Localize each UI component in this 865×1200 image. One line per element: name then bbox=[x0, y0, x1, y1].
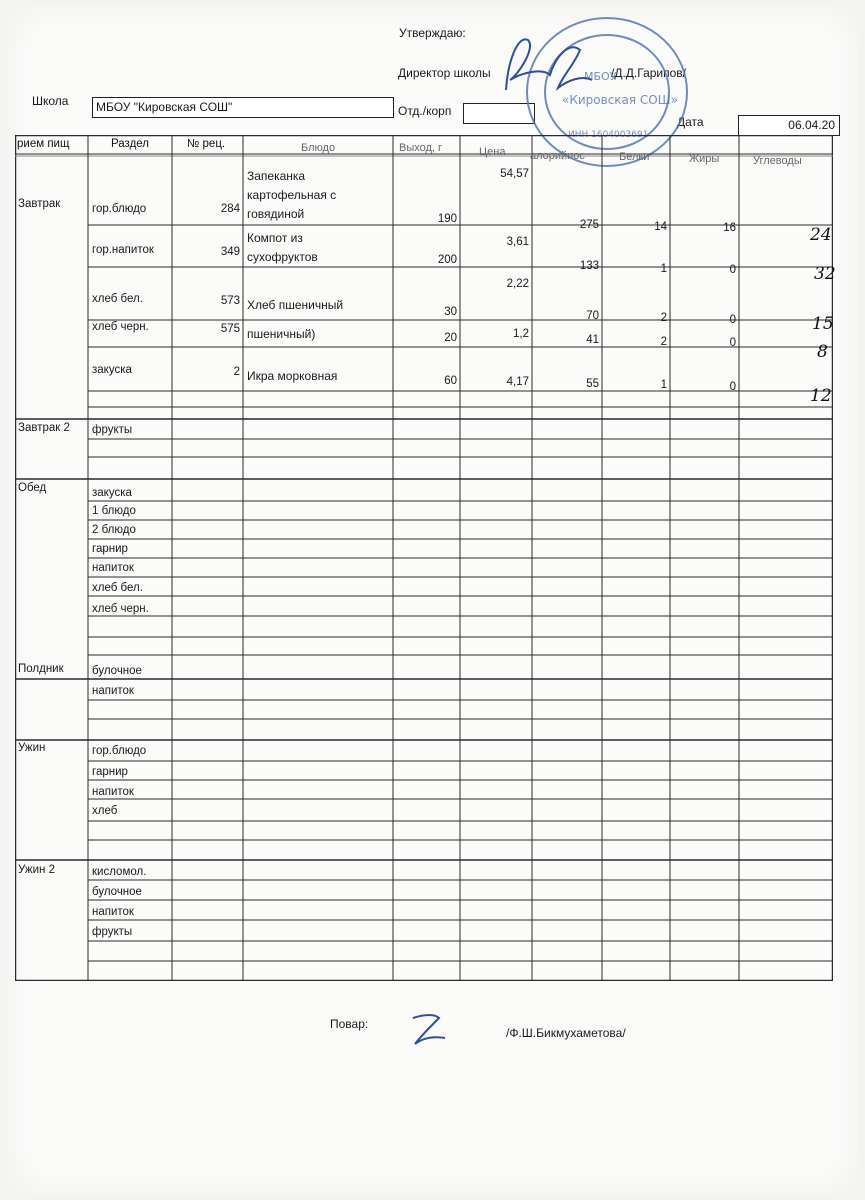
row-section: булочное bbox=[92, 665, 142, 677]
row-section: хлеб бел. bbox=[92, 582, 143, 594]
row-section: закуска bbox=[92, 364, 132, 376]
row-price: 1,2 bbox=[513, 328, 529, 340]
row-dish: Хлеб пшеничный bbox=[247, 298, 344, 312]
row-fat: 0 bbox=[729, 381, 736, 393]
row-section: фрукты bbox=[92, 926, 133, 938]
row-price: 4,17 bbox=[506, 376, 529, 388]
date-label: Дата bbox=[677, 115, 704, 129]
row-protein: 1 bbox=[660, 263, 667, 275]
director-signature bbox=[488, 20, 598, 110]
row-kcal: 275 bbox=[579, 219, 599, 231]
handwritten-carbs: 15 bbox=[812, 314, 834, 334]
row-dish: Компот из сухофруктов bbox=[247, 231, 318, 264]
row-protein: 2 bbox=[660, 312, 667, 324]
col-header-meal: рием пищ bbox=[17, 138, 70, 150]
row-section: гарнир bbox=[92, 543, 128, 555]
meal-dinner-2: Ужин 2 bbox=[18, 864, 55, 876]
row-yield: 190 bbox=[437, 213, 457, 225]
row-section: гарнир bbox=[92, 766, 128, 778]
handwritten-carbs: 12 bbox=[810, 386, 832, 406]
col-header-protein: Белки bbox=[619, 151, 650, 163]
row-dish: Запеканка картофельная с говядиной bbox=[247, 169, 337, 221]
row-yield: 30 bbox=[444, 306, 457, 318]
menu-table bbox=[15, 135, 833, 981]
row-section: гор.блюдо bbox=[92, 203, 147, 215]
director-label: Директор школы bbox=[398, 66, 491, 80]
row-recipe: 284 bbox=[220, 203, 240, 215]
row-price: 2,22 bbox=[506, 278, 529, 290]
row-fat: 16 bbox=[723, 222, 736, 234]
cook-label: Повар: bbox=[330, 1017, 369, 1031]
row-section: булочное bbox=[92, 886, 142, 898]
row-recipe: 573 bbox=[220, 295, 240, 307]
row-section: гор.напиток bbox=[92, 244, 154, 256]
col-header-price: Цена bbox=[479, 146, 506, 158]
row-kcal: 41 bbox=[586, 334, 599, 346]
row-protein: 14 bbox=[654, 221, 667, 233]
date-field[interactable] bbox=[738, 115, 840, 136]
row-section: кисломол. bbox=[92, 866, 147, 878]
row-section: напиток bbox=[92, 786, 134, 798]
row-section: закуска bbox=[92, 487, 132, 499]
row-section: 1 блюдо bbox=[92, 505, 136, 517]
col-header-carbs: Углеводы bbox=[753, 155, 802, 167]
row-dish: пшеничный) bbox=[247, 327, 316, 341]
row-section: напиток bbox=[92, 906, 134, 918]
handwritten-carbs: 24 bbox=[810, 225, 832, 245]
row-yield: 60 bbox=[444, 375, 457, 387]
col-header-section: Раздел bbox=[111, 138, 150, 150]
school-label: Школа bbox=[32, 94, 69, 108]
meal-snack: Полдник bbox=[18, 663, 64, 675]
row-fat: 0 bbox=[729, 337, 736, 349]
cook-signature bbox=[405, 1008, 455, 1048]
row-section: хлеб bbox=[92, 805, 118, 817]
row-protein: 2 bbox=[660, 336, 667, 348]
col-header-yield: Выход, г bbox=[399, 142, 443, 154]
col-header-recipe: № рец. bbox=[187, 138, 226, 150]
stamp-line1: МБОУ bbox=[584, 70, 617, 83]
row-kcal: 55 bbox=[586, 378, 599, 390]
handwritten-carbs: 8 bbox=[817, 342, 828, 362]
col-header-kcal: алорийнос bbox=[530, 150, 585, 162]
row-recipe: 2 bbox=[233, 366, 240, 378]
row-protein: 1 bbox=[660, 379, 667, 391]
meal-lunch: Обед bbox=[18, 482, 47, 494]
date-value: 06.04.20 bbox=[788, 118, 835, 132]
stamp-line2: «Кировская СОШ» bbox=[562, 93, 678, 107]
row-price: 54,57 bbox=[500, 168, 529, 180]
row-section: хлеб бел. bbox=[92, 293, 143, 305]
meal-dinner: Ужин bbox=[18, 742, 46, 754]
col-header-dish: Блюдо bbox=[301, 142, 336, 154]
row-section: напиток bbox=[92, 562, 134, 574]
row-fat: 0 bbox=[729, 314, 736, 326]
row-fat: 0 bbox=[729, 264, 736, 276]
approve-label: Утверждаю: bbox=[399, 26, 466, 40]
school-field[interactable] bbox=[92, 97, 394, 118]
handwritten-carbs: 32 bbox=[814, 264, 836, 284]
row-section: 2 блюдо bbox=[92, 524, 136, 536]
meal-breakfast-2: Завтрак 2 bbox=[18, 422, 70, 434]
row-kcal: 70 bbox=[586, 310, 599, 322]
row-yield: 200 bbox=[437, 254, 457, 266]
row-recipe: 349 bbox=[220, 246, 240, 258]
row-yield: 20 bbox=[444, 332, 457, 344]
director-name: /Д.Д.Гарипов/ bbox=[611, 66, 687, 80]
school-value: МБОУ "Кировская СОШ" bbox=[96, 100, 233, 114]
stamp-inn: ИНН 1604003691 bbox=[568, 130, 649, 140]
meal-breakfast: Завтрак bbox=[18, 198, 61, 210]
cook-name: /Ф.Ш.Бикмухаметова/ bbox=[506, 1026, 626, 1040]
row-section: напиток bbox=[92, 685, 134, 697]
row-section: хлеб черн. bbox=[92, 321, 149, 333]
col-header-fat: Жиры bbox=[689, 153, 720, 165]
row-price: 3,61 bbox=[506, 236, 529, 248]
row-kcal: 133 bbox=[579, 260, 599, 272]
row-recipe: 575 bbox=[220, 323, 240, 335]
row-section: фрукты bbox=[92, 424, 133, 436]
row-section: гор.блюдо bbox=[92, 745, 147, 757]
row-section: хлеб черн. bbox=[92, 603, 149, 615]
row-dish: Икра морковная bbox=[247, 369, 338, 383]
dept-label: Отд./корп bbox=[398, 104, 452, 118]
